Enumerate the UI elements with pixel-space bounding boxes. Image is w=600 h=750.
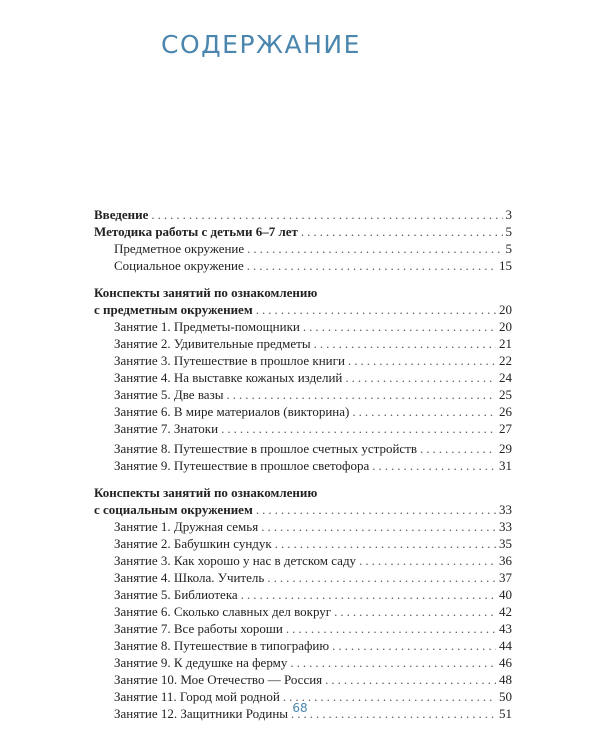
toc-page-number: 5 — [505, 241, 512, 256]
toc-leader-dots — [359, 552, 496, 569]
toc-page-number: 36 — [499, 553, 512, 568]
toc-entry-title: с предметным окружением — [94, 302, 253, 317]
toc-entry — [94, 637, 512, 654]
toc-entry-title: Методика работы с детьми 6–7 лет — [94, 224, 298, 239]
toc-page-number: 21 — [499, 336, 512, 351]
toc-page-number: 50 — [499, 689, 512, 704]
toc-leader-dots — [352, 403, 496, 420]
toc-entry-title: Социальное окружение — [114, 258, 244, 273]
toc-leader-dots — [334, 603, 496, 620]
toc-leader-dots — [221, 420, 496, 437]
toc-page-number: 33 — [499, 519, 512, 534]
toc-section-heading — [94, 206, 512, 223]
toc-leader-dots — [325, 671, 496, 688]
toc-leader-dots — [261, 518, 496, 535]
toc-page-number: 37 — [499, 570, 512, 585]
toc-section-heading — [94, 501, 512, 518]
toc-entry — [94, 420, 512, 437]
toc-entry — [94, 386, 512, 403]
toc-entry — [94, 586, 512, 603]
toc-entry — [94, 552, 512, 569]
toc-entry — [94, 440, 512, 457]
toc-leader-dots — [301, 223, 503, 240]
toc-leader-dots — [314, 335, 496, 352]
toc-leader-dots — [290, 654, 496, 671]
toc-section-heading — [94, 484, 512, 501]
toc-page-number: 26 — [499, 404, 512, 419]
toc-entry-title: Занятие 5. Библиотека — [114, 587, 238, 602]
toc-page-number: 35 — [499, 536, 512, 551]
toc-section-heading — [94, 301, 512, 318]
toc-leader-dots — [345, 369, 496, 386]
toc-entry-title: Занятие 5. Две вазы — [114, 387, 224, 402]
toc-page-number: 15 — [499, 258, 512, 273]
toc-page-number: 48 — [499, 672, 512, 687]
toc-page-number: 44 — [499, 638, 512, 653]
toc-leader-dots — [372, 457, 496, 474]
toc-entry-title: Занятие 9. К дедушке на ферму — [114, 655, 288, 670]
toc-leader-dots — [286, 620, 496, 637]
toc-entry-title: Предметное окружение — [114, 241, 245, 256]
toc-leader-dots — [256, 501, 496, 518]
toc-leader-dots — [275, 535, 496, 552]
toc-page-number: 31 — [499, 458, 512, 473]
toc-entry-title: Занятие 8. Путешествие в прошлое счетных устройств — [114, 441, 418, 456]
toc-entry — [94, 518, 512, 535]
toc-page-number: 25 — [499, 387, 512, 402]
toc-entry — [94, 335, 512, 352]
toc-entry — [94, 654, 512, 671]
toc-leader-dots — [241, 586, 496, 603]
toc-entry-title: Занятие 12. Защитники Родины — [114, 706, 289, 721]
toc-section-heading — [94, 223, 512, 240]
toc-entry-title: Занятие 7. Все работы хороши — [114, 621, 283, 636]
toc-page-number: 22 — [499, 353, 512, 368]
toc-entry-title: Занятие 4. Школа. Учитель — [114, 570, 265, 585]
toc-section-heading — [94, 284, 512, 301]
toc-page-number: 5 — [505, 224, 512, 239]
toc-page-number: 43 — [499, 621, 512, 636]
toc-leader-dots — [226, 386, 496, 403]
toc-leader-dots — [151, 206, 502, 223]
toc-page-number: 33 — [499, 502, 512, 517]
toc-leader-dots — [247, 240, 502, 257]
toc-entry — [94, 369, 512, 386]
toc-entry — [94, 457, 512, 474]
toc-entry-title: Занятие 6. В мире материалов (викторина) — [114, 404, 350, 419]
toc-leader-dots — [247, 257, 496, 274]
page-title: СОДЕРЖАНИЕ — [161, 30, 361, 59]
toc-entry-title: с социальным окружением — [94, 502, 253, 517]
toc-spacer — [94, 474, 512, 484]
toc-leader-dots — [256, 301, 496, 318]
toc-leader-dots — [348, 352, 496, 369]
toc-leader-dots — [303, 318, 496, 335]
toc-entry-title: Занятие 1. Предметы-помощники — [114, 319, 300, 334]
toc-page-number: 20 — [499, 302, 512, 317]
toc-entry-title: Занятие 2. Бабушкин сундук — [114, 536, 272, 551]
toc-entry — [94, 671, 512, 688]
toc-page-number: 3 — [505, 207, 512, 222]
toc-entry-title: Введение — [94, 207, 149, 222]
toc-entry — [94, 603, 512, 620]
toc-entry-title: Занятие 8. Путешествие в типографию — [114, 638, 330, 653]
toc-entry-title: Занятие 11. Город мой родной — [114, 689, 280, 704]
toc-page-number: 27 — [499, 421, 512, 436]
toc-entry — [94, 569, 512, 586]
toc-page-number: 29 — [499, 441, 512, 456]
toc-leader-dots — [420, 440, 496, 457]
toc-page-number: 42 — [499, 604, 512, 619]
toc-entry-title: Занятие 9. Путешествие в прошлое светофора — [114, 458, 370, 473]
toc-entry-title: Занятие 6. Сколько славных дел вокруг — [114, 604, 332, 619]
toc-entry — [94, 318, 512, 335]
toc-entry-title: Конспекты занятий по ознакомлению — [94, 485, 318, 500]
toc-entry-title: Занятие 2. Удивительные предметы — [114, 336, 311, 351]
toc-entry — [94, 352, 512, 369]
toc-entry — [94, 403, 512, 420]
table-of-contents — [94, 206, 512, 722]
toc-entry-title: Занятие 10. Мое Отечество — Россия — [114, 672, 323, 687]
toc-entry — [94, 620, 512, 637]
toc-page-number: 51 — [499, 706, 512, 721]
toc-spacer — [94, 274, 512, 284]
toc-page-number: 20 — [499, 319, 512, 334]
toc-leader-dots — [267, 569, 496, 586]
toc-entry — [94, 535, 512, 552]
toc-entry-title: Занятие 7. Знатоки — [114, 421, 219, 436]
toc-entry-title: Занятие 4. На выставке кожаных изделий — [114, 370, 343, 385]
toc-entry-title: Занятие 1. Дружная семья — [114, 519, 259, 534]
toc-entry — [94, 240, 512, 257]
toc-leader-dots — [332, 637, 496, 654]
page-number: 68 — [292, 701, 308, 715]
toc-entry-title: Занятие 3. Путешествие в прошлое книги — [114, 353, 345, 368]
toc-entry-title: Занятие 3. Как хорошо у нас в детском саду — [114, 553, 357, 568]
toc-entry — [94, 257, 512, 274]
toc-page-number: 24 — [499, 370, 512, 385]
toc-entry-title: Конспекты занятий по ознакомлению — [94, 285, 318, 300]
toc-page-number: 40 — [499, 587, 512, 602]
toc-page-number: 46 — [499, 655, 512, 670]
